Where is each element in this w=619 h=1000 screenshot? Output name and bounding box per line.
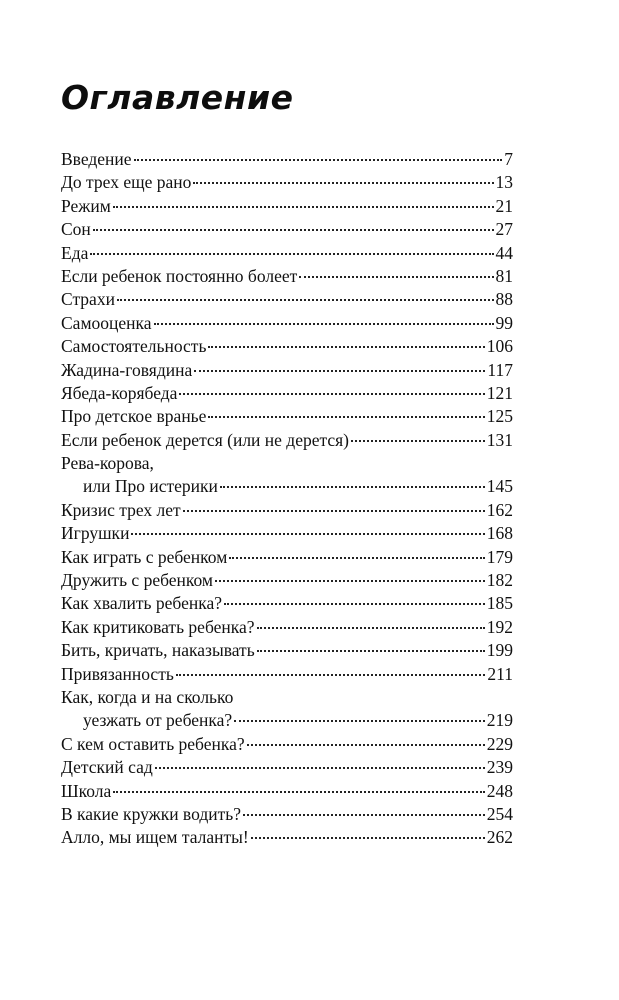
toc-page-number: 211: [487, 663, 513, 684]
toc-entry-title: Дружить с ребенком: [61, 570, 214, 591]
toc-entry-title: Кризис трех лет: [61, 499, 181, 520]
dot-leader: [93, 229, 494, 231]
toc-page-number: 81: [495, 265, 513, 286]
toc-page-number: 44: [495, 242, 513, 263]
toc-entry-title: В какие кружки водить?: [61, 803, 241, 824]
toc-entry[interactable]: [61, 148, 513, 171]
toc-entry[interactable]: [61, 499, 513, 522]
toc-entry-title: Алло, мы ищем таланты!: [61, 827, 249, 848]
toc-entry-title: Самооценка: [61, 312, 152, 333]
dot-leader: [208, 346, 484, 348]
toc-entry[interactable]: [61, 405, 513, 428]
toc-page-number: 13: [495, 172, 513, 193]
dot-leader: [224, 603, 485, 605]
toc-page-number: 219: [486, 710, 513, 731]
toc-entry[interactable]: [61, 826, 513, 849]
dot-leader: [154, 323, 494, 325]
toc-entry[interactable]: [61, 171, 513, 194]
dot-leader: [193, 182, 493, 184]
toc-entry[interactable]: [61, 265, 513, 288]
toc-entry-title: Привязанность: [61, 663, 174, 684]
toc-entry-title: Режим: [61, 195, 111, 216]
toc-page-number: 185: [486, 593, 513, 614]
table-of-contents: [61, 148, 513, 850]
toc-entry[interactable]: [61, 452, 513, 499]
dot-leader: [90, 253, 493, 255]
toc-entry[interactable]: [61, 218, 513, 241]
toc-entry[interactable]: [61, 663, 513, 686]
toc-entry-title: Самостоятельность: [61, 336, 207, 357]
toc-entry[interactable]: [61, 592, 513, 615]
toc-entry-title: Как хвалить ребенка?: [61, 593, 222, 614]
toc-entry-title: Страхи: [61, 289, 115, 310]
toc-page-number: 182: [486, 570, 513, 591]
toc-entry-title: Детский сад: [61, 757, 153, 778]
toc-entry-title: Бить, кричать, наказывать: [61, 640, 255, 661]
toc-entry[interactable]: [61, 312, 513, 335]
toc-entry[interactable]: [61, 335, 513, 358]
toc-entry-title: Как, когда и на сколько: [61, 687, 234, 707]
dot-leader: [179, 393, 484, 395]
dot-leader: [113, 791, 484, 793]
toc-entry-title: Как критиковать ребенка?: [61, 616, 255, 637]
toc-page-number: 7: [504, 149, 513, 169]
dot-leader: [208, 416, 484, 418]
toc-page-number: 121: [486, 382, 513, 403]
toc-entry-title: Школа: [61, 780, 112, 801]
toc-entry[interactable]: [61, 522, 513, 545]
dot-leader: [299, 276, 493, 278]
toc-entry-title: Если ребенок постоянно болеет: [61, 265, 298, 286]
toc-page-number: 117: [487, 359, 513, 380]
toc-page-number: 229: [486, 733, 513, 754]
dot-leader: [134, 159, 503, 161]
toc-entry-title: Рева-корова,: [61, 453, 154, 474]
toc-page-number: 131: [486, 429, 513, 450]
toc-page-number: 179: [486, 546, 513, 567]
toc-entry-title: Про детское вранье: [61, 406, 207, 427]
dot-leader: [117, 299, 494, 301]
dot-leader: [247, 744, 485, 746]
toc-entry[interactable]: [61, 546, 513, 569]
toc-entry[interactable]: [61, 733, 513, 756]
toc-entry-title: Еда: [61, 242, 89, 263]
toc-page-number: 99: [495, 312, 513, 333]
dot-leader: [155, 767, 485, 769]
dot-leader: [229, 557, 484, 559]
toc-page-number: 168: [486, 523, 513, 544]
toc-entry[interactable]: [61, 616, 513, 639]
toc-entry-title-continued: уезжать от ребенка?: [83, 710, 233, 731]
dot-leader: [257, 650, 485, 652]
dot-leader: [113, 206, 494, 208]
toc-page-number: 239: [486, 757, 513, 778]
dot-leader: [234, 720, 485, 722]
toc-entry-title: Если ребенок дерется (или не дерется): [61, 429, 349, 450]
toc-entry[interactable]: [61, 382, 513, 405]
toc-page-number: 145: [486, 476, 513, 497]
toc-page-number: 106: [486, 336, 513, 357]
toc-page-number: 199: [486, 640, 513, 661]
dot-leader: [176, 674, 486, 676]
toc-entry[interactable]: [61, 429, 513, 452]
toc-entry-title: До трех еще рано: [61, 172, 192, 193]
toc-entry[interactable]: [61, 756, 513, 779]
toc-page-number: 27: [495, 219, 513, 240]
toc-page-number: 125: [486, 406, 513, 427]
dot-leader: [215, 580, 485, 582]
toc-entry[interactable]: [61, 569, 513, 592]
dot-leader: [351, 440, 485, 442]
toc-page-number: 262: [486, 827, 513, 848]
toc-entry[interactable]: [61, 780, 513, 803]
toc-entry-title: Как играть с ребенком: [61, 546, 228, 567]
toc-entry-title: Ябеда-корябеда: [61, 382, 178, 403]
toc-entry[interactable]: [61, 195, 513, 218]
dot-leader: [183, 510, 485, 512]
toc-page-number: 254: [486, 803, 513, 824]
toc-entry-title: Сон: [61, 219, 91, 240]
toc-entry-title: Жадина-говядина: [61, 359, 193, 380]
toc-entry[interactable]: [61, 288, 513, 311]
toc-page-number: 162: [486, 499, 513, 520]
toc-entry-title: С кем оставить ребенка?: [61, 733, 245, 754]
toc-page-number: 192: [486, 616, 513, 637]
toc-entry-title-continued: или Про истерики: [83, 476, 218, 497]
dot-leader: [251, 837, 485, 839]
dot-leader: [194, 370, 485, 372]
toc-page-number: 88: [495, 289, 513, 310]
toc-entry-title: Игрушки: [61, 523, 130, 544]
dot-leader: [243, 814, 485, 816]
toc-entry[interactable]: [61, 359, 513, 382]
toc-page-number: 21: [495, 195, 513, 216]
page-title: Оглавление: [61, 78, 294, 117]
toc-entry[interactable]: [61, 242, 513, 265]
toc-page-number: 248: [486, 780, 513, 801]
toc-entry[interactable]: [61, 803, 513, 826]
toc-entry[interactable]: [61, 686, 513, 733]
dot-leader: [220, 486, 485, 488]
toc-entry[interactable]: [61, 639, 513, 662]
dot-leader: [131, 533, 484, 535]
dot-leader: [257, 627, 485, 629]
toc-entry-title: Введение: [61, 149, 132, 169]
